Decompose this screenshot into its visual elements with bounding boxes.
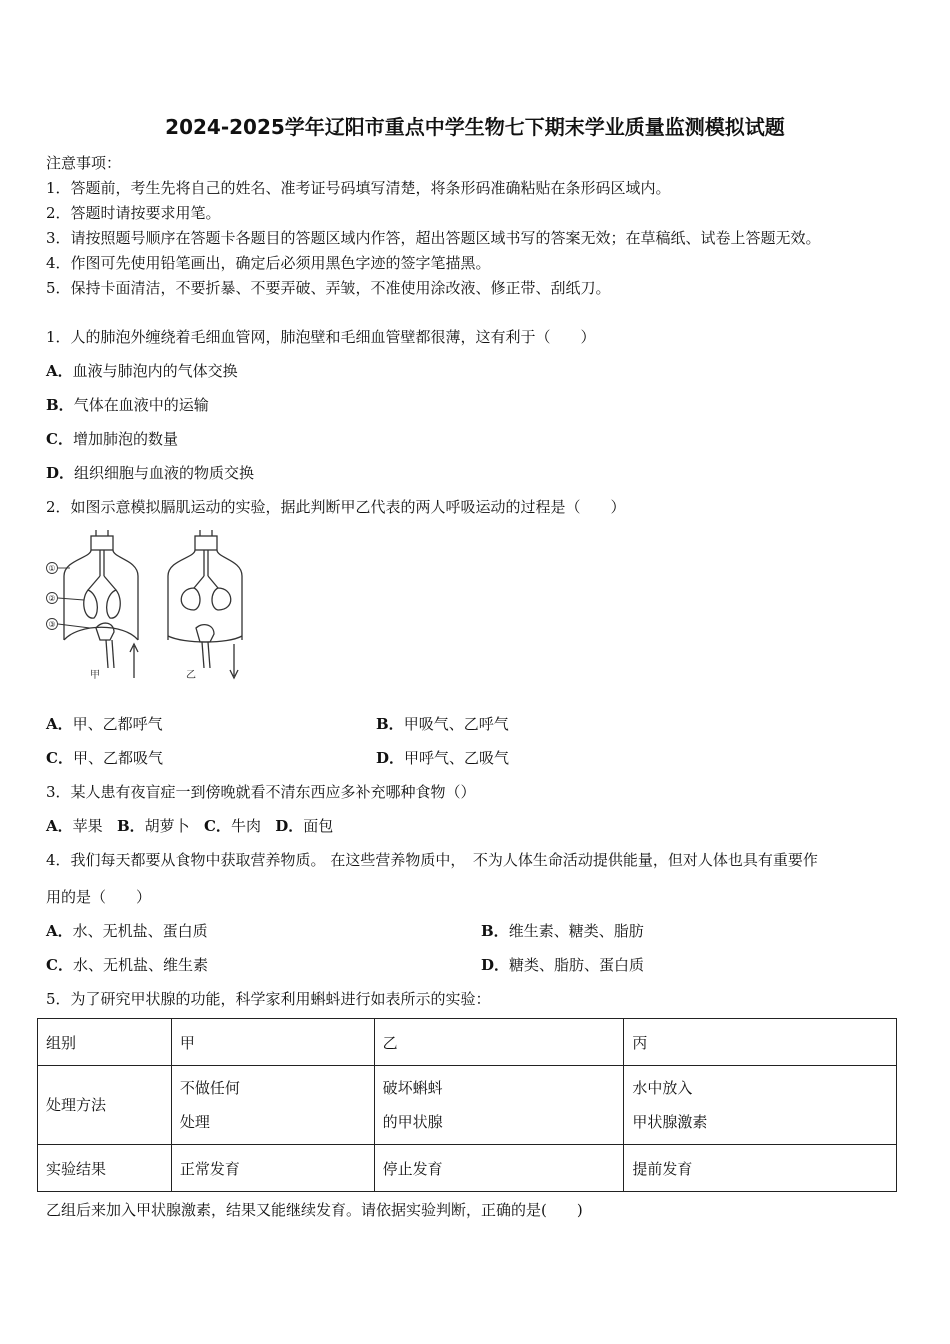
experiment-table <box>37 1018 897 1192</box>
q1-option-a <box>46 360 238 381</box>
q4-option-c <box>46 954 208 975</box>
table-cell: 处理方法 <box>38 1066 172 1145</box>
option-text: 牛肉 <box>230 817 261 835</box>
option-label: C． <box>46 430 73 448</box>
diaphragm-experiment-figure <box>44 528 254 688</box>
option-text: 水、无机盐、维生素 <box>72 956 208 974</box>
option-label: B． <box>376 715 404 733</box>
q4-option-a <box>46 920 208 941</box>
q4-option-b <box>481 920 644 941</box>
table-header-cell: 组别 <box>38 1019 172 1066</box>
table-header-cell: 乙 <box>374 1019 624 1066</box>
option-text: 胡萝卜 <box>144 817 190 835</box>
page-title: 2024-2025学年辽阳市重点中学生物七下期末学业质量监测模拟试题 <box>165 115 785 139</box>
table-cell <box>171 1066 374 1145</box>
q2-option-b <box>376 713 509 734</box>
option-label: A． <box>46 817 73 835</box>
table-cell: 停止发育 <box>374 1145 624 1192</box>
table-header-cell: 甲 <box>171 1019 374 1066</box>
jar-jia-illustration <box>64 530 138 678</box>
option-text: 组织细胞与血液的物质交换 <box>74 464 255 482</box>
cell-line: 甲状腺激素 <box>632 1113 708 1131</box>
q5-after-text: 乙组后来加入甲状腺激素，结果又能继续发育。请依据实验判断，正确的是( ) <box>46 1201 583 1219</box>
q1-option-d <box>46 462 254 483</box>
q3-stem: 3．某人患有夜盲症一到傍晚就看不清东西应多补充哪种食物（） <box>46 783 476 801</box>
cell-line: 处理 <box>179 1113 210 1131</box>
option-text: 气体在血液中的运输 <box>73 396 209 414</box>
table-cell: 正常发育 <box>171 1145 374 1192</box>
table-cell <box>374 1066 624 1145</box>
option-text: 增加肺泡的数量 <box>72 430 178 448</box>
q3-options <box>46 815 333 836</box>
notice-heading: 注意事项： <box>46 154 122 172</box>
option-text: 糖类、脂肪、蛋白质 <box>509 956 645 974</box>
option-text: 维生素、糖类、脂肪 <box>508 922 644 940</box>
option-text: 苹果 <box>72 817 103 835</box>
notice-item-3: 3．请按照题号顺序在答题卡各题目的答题区域内作答，超出答题区域书写的答案无效；在草稿纸、试卷上答题无效。 <box>46 229 821 247</box>
option-label: B． <box>481 922 509 940</box>
cell-line: 破坏蝌蚪 <box>382 1079 443 1097</box>
option-text: 甲、乙都呼气 <box>72 715 163 733</box>
notice-item-5: 5．保持卡面清洁，不要折暴、不要弄破、弄皱，不准使用涂改液、修正带、刮纸刀。 <box>46 279 611 297</box>
notice-item-4: 4．作图可先使用铅笔画出，确定后必须用黑色字迹的签字笔描黑。 <box>46 254 491 272</box>
jar-yi-illustration <box>168 530 242 678</box>
table-header-cell: 丙 <box>624 1019 897 1066</box>
q2-stem: 2．如图示意模拟膈肌运动的实验，据此判断甲乙代表的两人呼吸运动的过程是（ ） <box>46 498 626 516</box>
notice-item-2: 2．答题时请按要求用笔。 <box>46 204 221 222</box>
q4-option-d <box>481 954 644 975</box>
q4-stem-line2: 用的是（ ） <box>46 888 152 906</box>
option-text: 甲、乙都吸气 <box>72 749 163 767</box>
table-cell: 提前发育 <box>624 1145 897 1192</box>
cell-line: 水中放入 <box>632 1079 693 1097</box>
option-label: D． <box>275 817 304 835</box>
option-label: A． <box>46 715 73 733</box>
table-row <box>38 1145 897 1192</box>
table-cell <box>624 1066 897 1145</box>
table-row <box>38 1066 897 1145</box>
table-header-row <box>38 1019 897 1066</box>
option-label: D． <box>481 956 510 974</box>
q2-option-c <box>46 747 163 768</box>
cell-line: 不做任何 <box>179 1079 240 1097</box>
option-label: D． <box>46 464 75 482</box>
option-label: A． <box>46 922 73 940</box>
marker-1: ① <box>48 564 56 573</box>
option-label: C． <box>46 956 73 974</box>
option-text: 甲吸气、乙呼气 <box>403 715 509 733</box>
option-text: 水、无机盐、蛋白质 <box>72 922 208 940</box>
table-cell: 实验结果 <box>38 1145 172 1192</box>
figure-label-yi: 乙 <box>186 670 196 681</box>
q2-option-d <box>376 747 509 768</box>
q1-option-b <box>46 394 209 415</box>
q4-stem-line1: 4．我们每天都要从食物中获取营养物质。 在这些营养物质中， 不为人体生命活动提供能量，但对人体也具有重要作 <box>46 851 818 869</box>
notice-item-1: 1．答题前，考生先将自己的姓名、准考证号码填写清楚，将条形码准确粘贴在条形码区域内。 <box>46 179 671 197</box>
q5-stem: 5．为了研究甲状腺的功能，科学家利用蝌蚪进行如表所示的实验： <box>46 990 491 1008</box>
option-text: 血液与肺泡内的气体交换 <box>72 362 238 380</box>
cell-line: 的甲状腺 <box>382 1113 443 1131</box>
q1-stem: 1．人的肺泡外缠绕着毛细血管网，肺泡壁和毛细血管壁都很薄，这有利于（ ） <box>46 328 596 346</box>
marker-3: ③ <box>48 620 56 629</box>
figure-label-jia: 甲 <box>90 670 100 681</box>
option-label: C． <box>46 749 73 767</box>
option-label: B． <box>46 396 74 414</box>
option-label: D． <box>376 749 405 767</box>
q1-option-c <box>46 428 178 449</box>
option-text: 面包 <box>303 817 334 835</box>
option-label: C． <box>203 817 231 835</box>
option-text: 甲呼气、乙吸气 <box>404 749 510 767</box>
q2-option-a <box>46 713 163 734</box>
marker-2: ② <box>48 594 56 603</box>
option-label: B． <box>116 817 145 835</box>
option-label: A． <box>46 362 73 380</box>
